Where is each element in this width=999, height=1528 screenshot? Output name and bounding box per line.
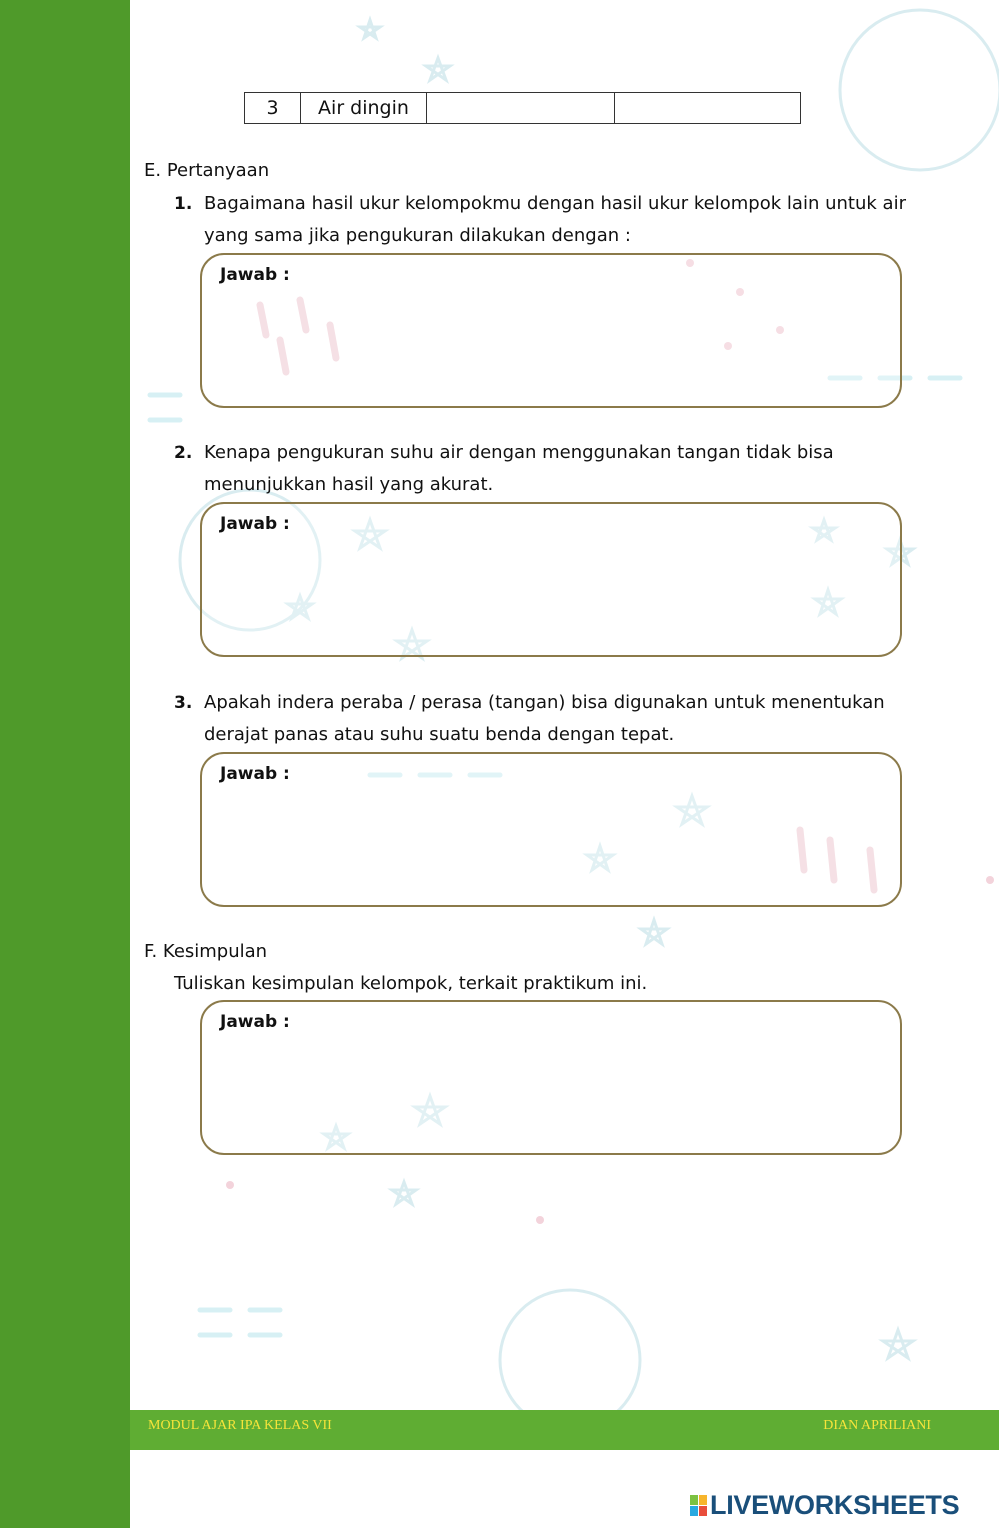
answer-label-conclusion: Jawab : — [220, 1012, 290, 1032]
answer-box-1[interactable] — [200, 253, 902, 408]
section-f-title: F. Kesimpulan — [144, 941, 268, 962]
answer-label-2: Jawab : — [220, 514, 290, 534]
question-2-number: 2. — [174, 443, 193, 463]
footer-bar — [130, 1410, 999, 1450]
left-green-sidebar — [0, 0, 130, 1528]
row-cell-3[interactable] — [427, 93, 615, 124]
answer-box-conclusion[interactable] — [200, 1000, 902, 1155]
section-f-instruction: Tuliskan kesimpulan kelompok, terkait praktikum ini. — [174, 973, 648, 994]
question-3-text: Apakah indera peraba / perasa (tangan) bisa digunakan untuk menentukan derajat panas atau suhu suatu benda dengan tepat. — [204, 692, 885, 745]
answer-box-3[interactable] — [200, 752, 902, 907]
footer-author: DIAN APRILIANI — [823, 1418, 931, 1433]
row-item: Air dingin — [301, 93, 427, 124]
logo-grid-icon — [690, 1495, 707, 1516]
logo-text: LIVEWORKSHEETS — [710, 1490, 960, 1520]
row-number: 3 — [245, 93, 301, 124]
footer-module-title: MODUL AJAR IPA KELAS VII — [148, 1418, 332, 1433]
answer-label-1: Jawab : — [220, 265, 290, 285]
question-3-number: 3. — [174, 693, 193, 713]
section-e-title: E. Pertanyaan — [144, 160, 270, 181]
observation-table — [244, 92, 801, 124]
liveworksheets-logo[interactable] — [690, 1490, 959, 1521]
table-row — [245, 93, 801, 124]
answer-box-2[interactable] — [200, 502, 902, 657]
answer-label-3: Jawab : — [220, 764, 290, 784]
question-1-text: Bagaimana hasil ukur kelompokmu dengan hasil ukur kelompok lain untuk air yang sama jika pengukuran dilakukan dengan : — [204, 193, 906, 246]
row-cell-4[interactable] — [615, 93, 801, 124]
question-1-number: 1. — [174, 194, 193, 214]
question-2-text: Kenapa pengukuran suhu air dengan menggunakan tangan tidak bisa menunjukkan hasil yang akurat. — [204, 442, 834, 495]
